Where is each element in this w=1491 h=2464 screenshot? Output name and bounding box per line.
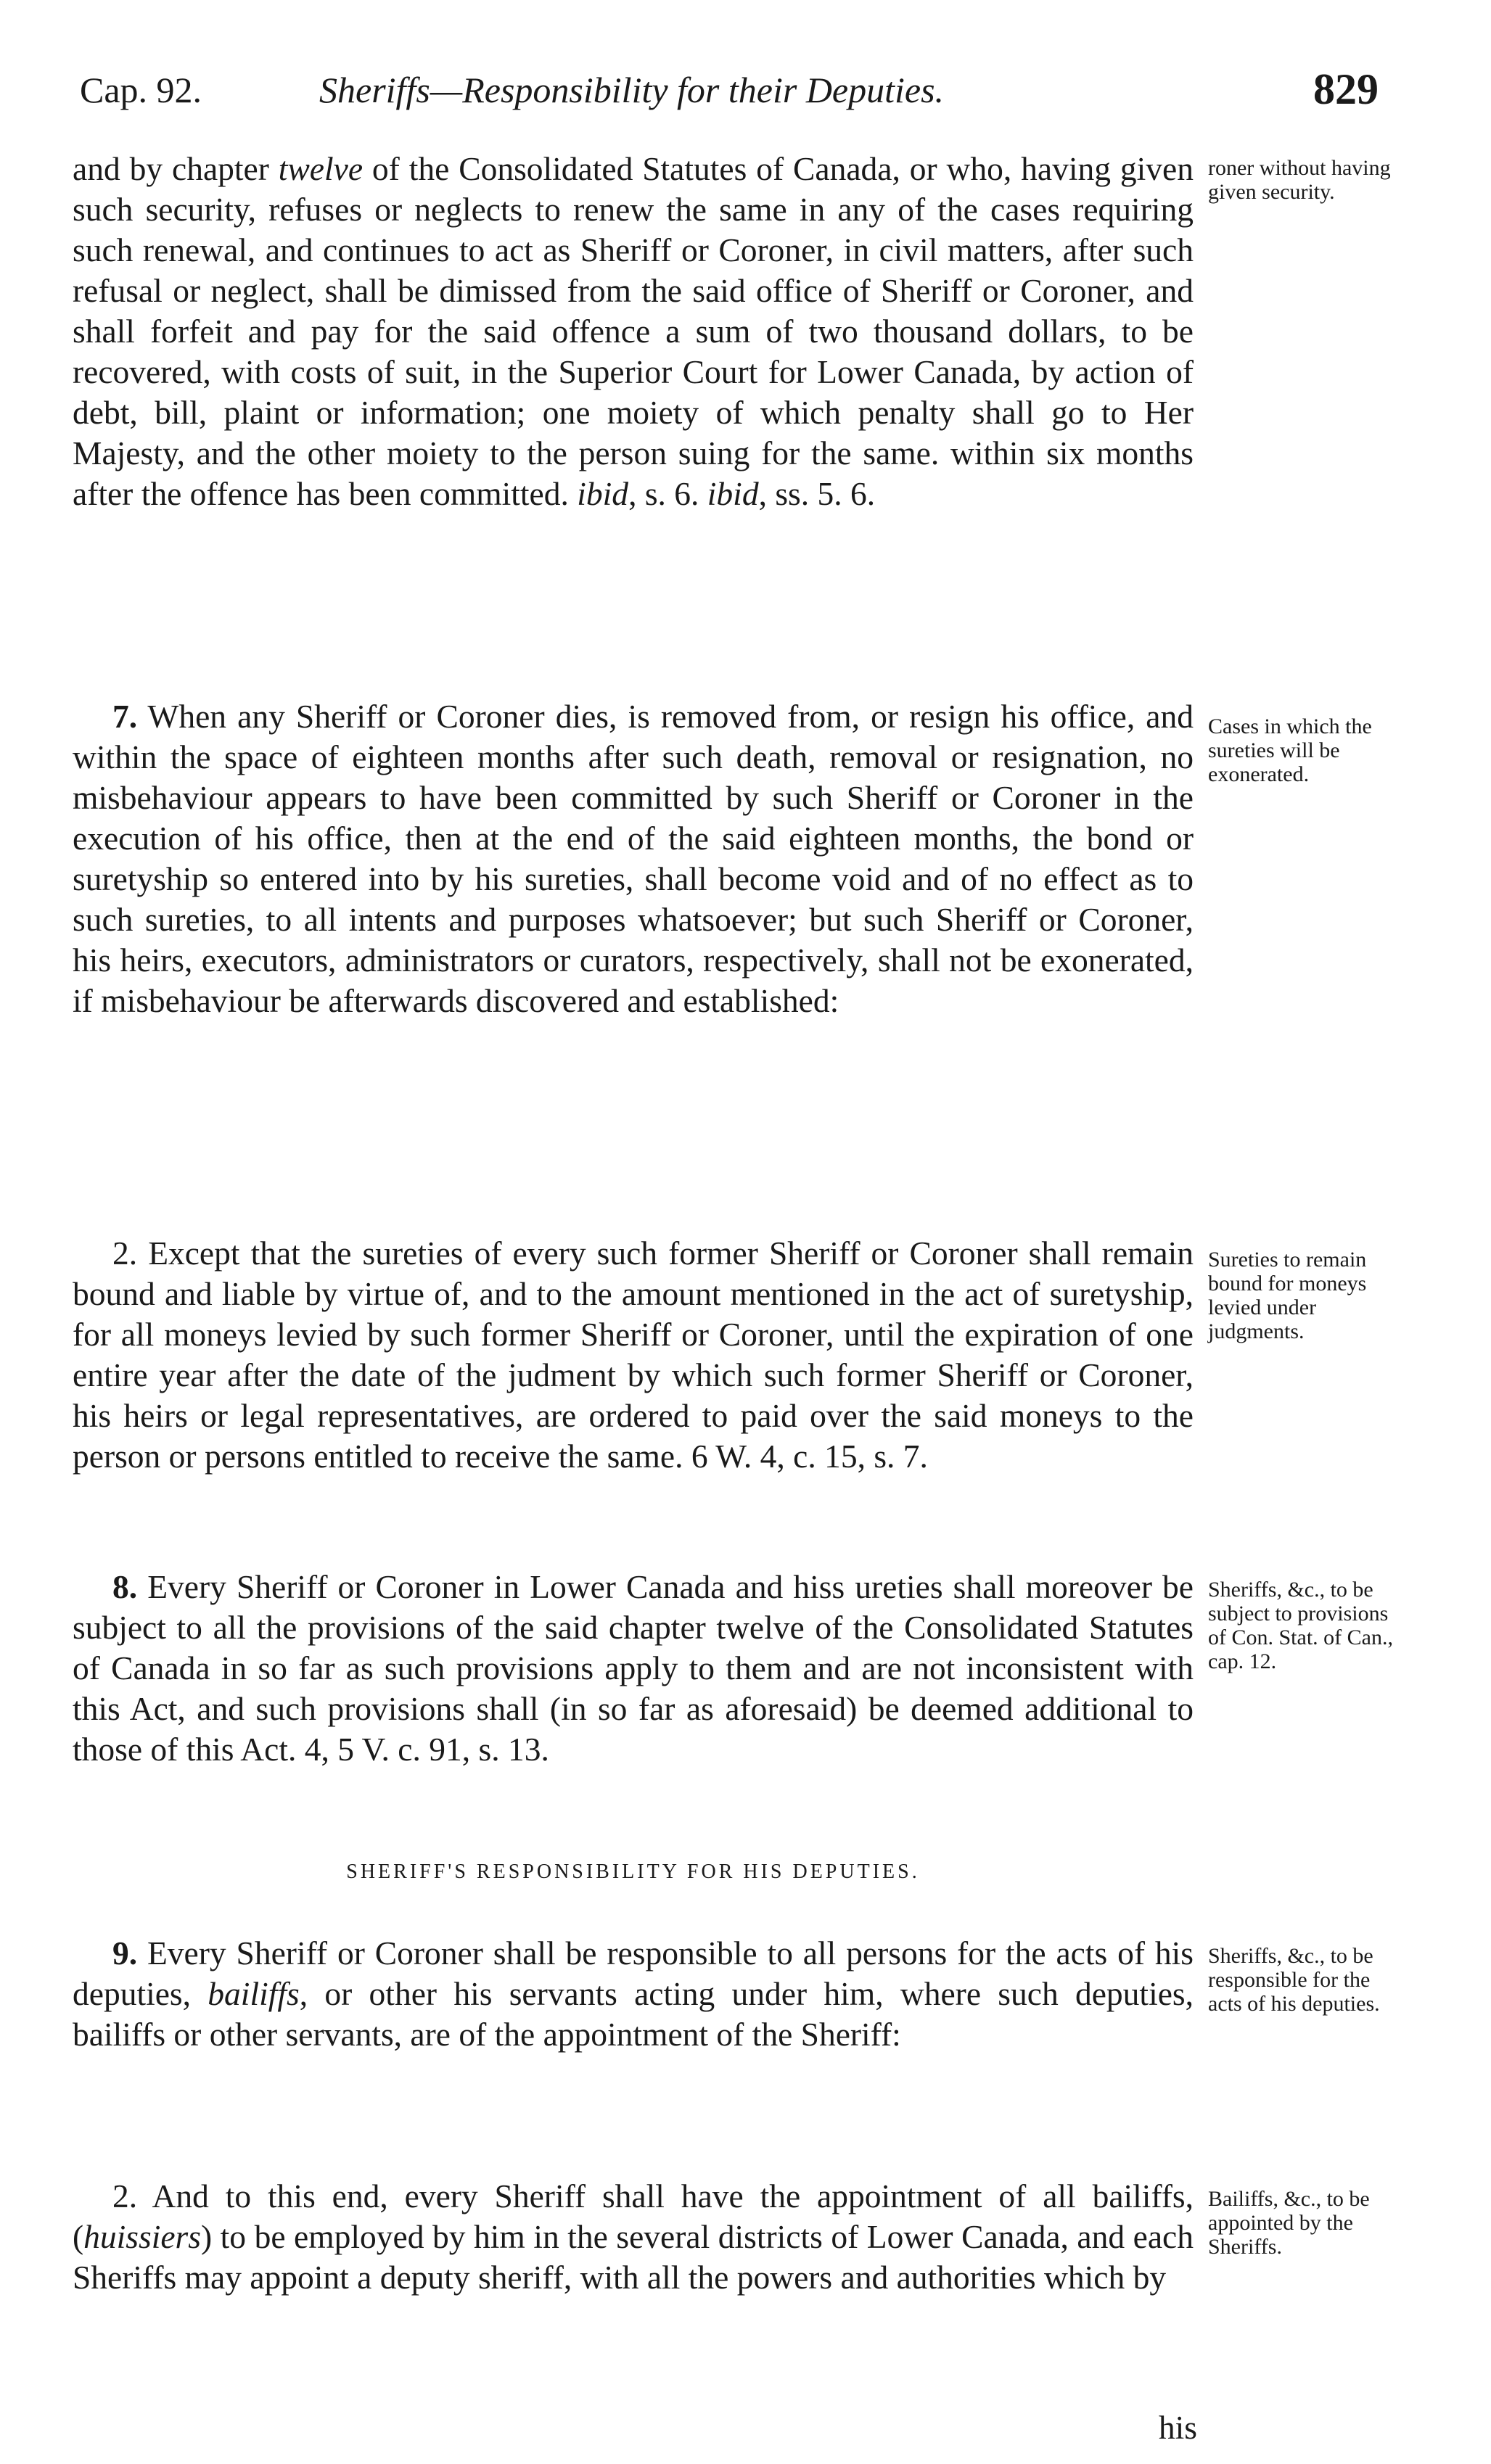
paragraph-section-7-2 xyxy=(73,1233,1194,1477)
margin-note: Sheriffs, &c., to be subject to provisions of Con. Stat. of Can., cap. 12. xyxy=(1208,1578,1393,1673)
paragraph-section-9-2 xyxy=(73,2176,1194,2298)
margin-note: roner without having given security. xyxy=(1208,156,1391,204)
paragraph-text: 7. When any Sheriff or Coroner dies, is removed from, or resign his office, and within the space of eighteen months after such death, removal or resignation, no misbehaviour appears to have been committed by such Sheriff or Coroner in the execution of his office, then at the end of the said eighteen months, the bond or suretyship so entered into by his sureties, shall become void and of no effect as to such sureties, to all intents and purposes whatsoever; but such Sheriff or Coroner, his heirs, executors, administrators or curators, respectively, shall not be exonerated, if misbehaviour be afterwards discovered and established: xyxy=(73,698,1194,1019)
section-number: 7. xyxy=(112,698,138,735)
margin-note: Sheriffs, &c., to be responsible for the acts of his deputies. xyxy=(1208,1944,1380,2016)
running-title: Sheriffs—Responsibility for their Deputies. xyxy=(319,70,945,110)
paragraph-section-8 xyxy=(73,1567,1194,1770)
margin-note: Cases in which the sureties will be exonerated. xyxy=(1208,714,1372,786)
paragraph-continuation xyxy=(73,149,1194,514)
page-number: 829 xyxy=(1313,65,1379,113)
chapter-label: Cap. 92. xyxy=(80,70,202,110)
margin-note: Bailiffs, &c., to be appointed by the Sheriffs. xyxy=(1208,2187,1370,2259)
margin-note: Sureties to remain bound for moneys levied under judgments. xyxy=(1208,1248,1367,1343)
paragraph-section-9 xyxy=(73,1933,1194,2055)
section-number: 8. xyxy=(112,1568,138,1605)
page-header xyxy=(80,65,1379,127)
catchword: his xyxy=(1158,2409,1197,2446)
paragraph-text: 2. Except that the sureties of every such former Sheriff or Coroner shall remain bound and liable by virtue of, and to the amount mentioned in the act of suretyship, for all moneys levied by such former Sheriff or Coroner, until the expiration of one entire year after the date of the judment by which such former Sheriff or Coroner, his heirs or legal representatives, are ordered to paid over the said moneys to the person or persons entitled to receive the same. 6 W. 4, c. 15, s. 7. xyxy=(73,1235,1194,1475)
paragraph-text: 8. Every Sheriff or Coroner in Lower Canada and hiss ureties shall moreover be subject to all the provisions of the said chapter twelve of the Consolidated Statutes of Canada in so far as such provisions apply to them and are not inconsistent with this Act, and such provisions shall (in so far as aforesaid) be deemed additional to those of this Act. 4, 5 V. c. 91, s. 13. xyxy=(73,1568,1194,1768)
section-number: 9. xyxy=(112,1934,138,1971)
paragraph-text: and by chapter twelve of the Consolidated Statutes of Canada, or who, having given such security, refuses or neglects to renew the same in any of the cases requiring such renewal, and continues to act as Sheriff or Coroner, in civil matters, after such refusal or neglect, shall be dimissed from the said office of Sheriff or Coroner, and shall forfeit and pay for the said offence a sum of two thousand dollars, to be recovered, with costs of suit, in the Superior Court for Lower Canada, by action of debt, bill, plaint or information; one moiety of which penalty shall go to Her Majesty, and the other moiety to the person suing for the same. within six months after the offence has been committed. ibid, s. 6. ibid, ss. 5. 6. xyxy=(73,150,1194,512)
paragraph-text: 2. And to this end, every Sheriff shall have the appointment of all bailiffs, (huissiers) to be employed by him in the several districts of Lower Canada, and each Sheriffs may appoint a deputy sheriff, with all the powers and authorities which by xyxy=(73,2177,1194,2296)
section-heading: SHERIFF'S RESPONSIBILITY FOR HIS DEPUTIES. xyxy=(346,1861,920,1883)
paragraph-text: 9. Every Sheriff or Coroner shall be responsible to all persons for the acts of his deputies, bailiffs, or other his servants acting under him, where such deputies, bailiffs or other servants, are of the appointment of the Sheriff: xyxy=(73,1934,1194,2053)
paragraph-section-7 xyxy=(73,696,1194,1021)
